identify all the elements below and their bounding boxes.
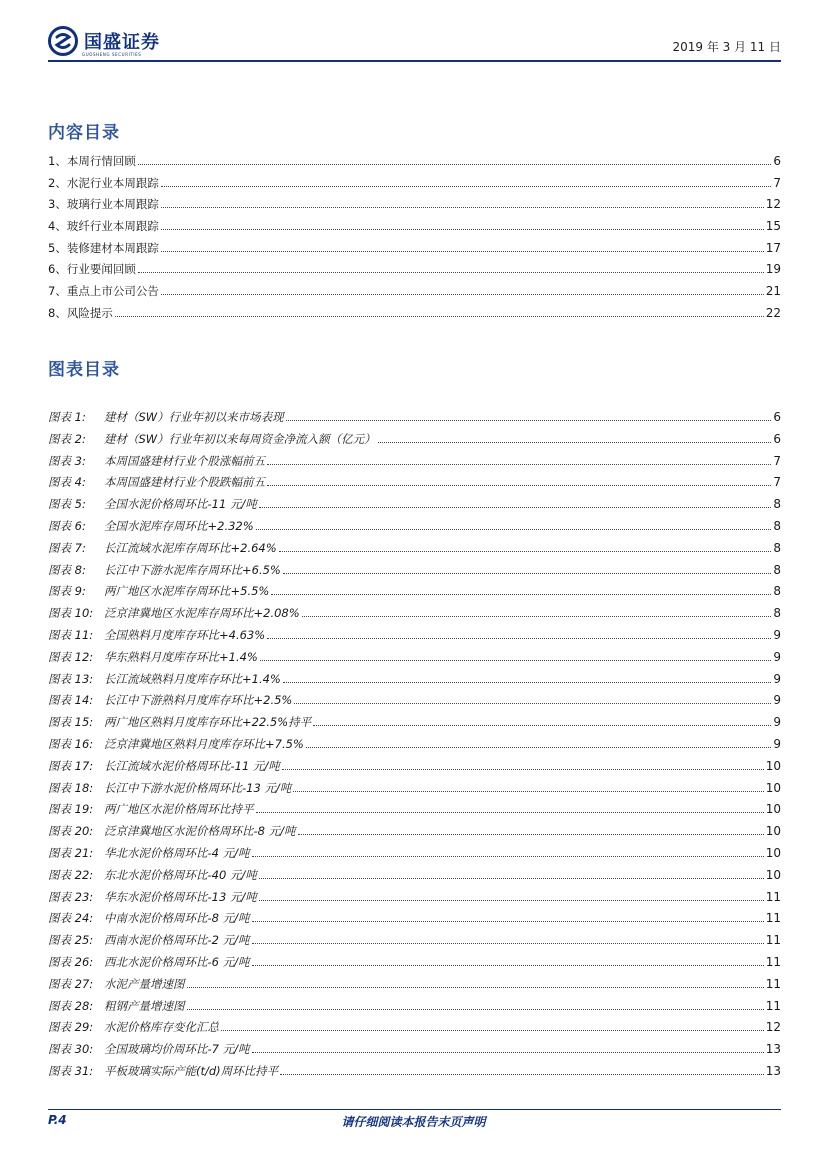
figure-entry-page: 11 (765, 911, 781, 926)
figure-entry[interactable] (48, 910, 781, 932)
figure-entry-page: 10 (765, 780, 781, 795)
figure-entry[interactable] (48, 431, 781, 453)
figure-entry-label: 本周国盛建材行业个股跌幅前五 (104, 475, 265, 490)
figure-entry-number: 图表 18: (48, 780, 94, 795)
dot-leader (259, 877, 764, 879)
figure-entry-number: 图表 29: (48, 1020, 94, 1035)
logo-text: 国盛证券 (84, 32, 160, 53)
figure-entry[interactable] (48, 562, 781, 584)
figures-list (48, 409, 781, 1085)
figure-entry[interactable] (48, 889, 781, 911)
figure-entry-label: 中南水泥价格周环比-8 元/吨 (104, 911, 250, 926)
dot-leader (187, 986, 764, 988)
figure-entry-page: 9 (773, 715, 781, 730)
figure-entry-label: 泛京津冀地区水泥库存周环比+2.08% (104, 606, 300, 621)
dot-leader (256, 811, 764, 813)
figure-entry-label: 长江中下游熟料月度库存环比+2.5% (104, 693, 293, 708)
dot-leader (161, 228, 764, 230)
toc-entry-page: 22 (765, 305, 781, 320)
toc-entry[interactable] (48, 305, 781, 327)
figure-entry-page: 13 (765, 1042, 781, 1057)
dot-leader (161, 250, 764, 252)
figure-entry-page: 9 (773, 693, 781, 708)
figure-entry-page: 7 (773, 453, 781, 468)
figure-entry-number: 图表 16: (48, 736, 94, 751)
figure-entry[interactable] (48, 605, 781, 627)
figure-entry-page: 11 (765, 954, 781, 969)
dot-leader (252, 920, 764, 922)
page-header (48, 24, 781, 64)
figure-entry-number: 图表 25: (48, 933, 94, 948)
dot-leader (115, 315, 764, 317)
dot-leader (252, 942, 764, 944)
dot-leader (286, 419, 772, 421)
toc-entry-label: 8、风险提示 (48, 305, 113, 320)
figure-entry-number: 图表 17: (48, 758, 94, 773)
figure-entry-label: 建材（SW）行业年初以来每周资金净流入额（亿元） (104, 431, 376, 446)
dot-leader (252, 1051, 764, 1053)
figure-entry-page: 11 (765, 998, 781, 1013)
figure-entry-page: 8 (773, 540, 781, 555)
figure-entry-label: 华北水泥价格周环比-4 元/吨 (104, 845, 250, 860)
figure-entry-page: 9 (773, 649, 781, 664)
figure-entry-page: 10 (765, 802, 781, 817)
dot-leader (313, 724, 771, 726)
dot-leader (298, 833, 764, 835)
dot-leader (282, 768, 764, 770)
toc-entry-label: 4、玻纤行业本周跟踪 (48, 219, 159, 234)
figure-entry-label: 西南水泥价格周环比-2 元/吨 (104, 933, 250, 948)
figure-entry-number: 图表 14: (48, 693, 94, 708)
figure-entry[interactable] (48, 954, 781, 976)
figure-entry-number: 图表 12: (48, 649, 94, 664)
figure-entry-page: 10 (765, 824, 781, 839)
dot-leader (260, 659, 772, 661)
figure-entry-label: 两广地区水泥库存周环比+5.5% (104, 584, 270, 599)
figure-entry-number: 图表 9: (48, 584, 86, 599)
dot-leader (138, 271, 764, 273)
figure-entry-page: 9 (773, 671, 781, 686)
figure-entry[interactable] (48, 583, 781, 605)
dot-leader (259, 899, 764, 901)
figure-entry-label: 两广地区熟料月度库存环比+22.5%持平 (104, 715, 312, 730)
figure-entry-number: 图表 2: (48, 431, 86, 446)
dot-leader (161, 293, 764, 295)
figure-entry-label: 平板玻璃实际产能(t/d)周环比持平 (104, 1063, 279, 1078)
figure-entry-number: 图表 27: (48, 976, 94, 991)
figure-entry-number: 图表 6: (48, 518, 86, 533)
dot-leader (187, 1008, 764, 1010)
figure-entry-page: 8 (773, 518, 781, 533)
figure-entry-page: 9 (773, 627, 781, 642)
page-number: P.4 (48, 1113, 67, 1127)
figure-entry[interactable] (48, 867, 781, 889)
figure-entry-label: 长江流域水泥库存周环比+2.64% (104, 540, 277, 555)
footer-divider (48, 1109, 781, 1110)
figure-entry-label: 华东熟料月度库存环比+1.4% (104, 649, 258, 664)
toc-entry[interactable] (48, 153, 781, 175)
figure-entry[interactable] (48, 1019, 781, 1041)
dot-leader (161, 206, 764, 208)
figure-entry-page: 8 (773, 497, 781, 512)
figure-entry-page: 13 (765, 1063, 781, 1078)
figure-entry-number: 图表 4: (48, 475, 86, 490)
figure-entry-label: 全国玻璃均价周环比-7 元/吨 (104, 1042, 250, 1057)
figure-entry-page: 8 (773, 584, 781, 599)
dot-leader (283, 572, 772, 574)
dot-leader (138, 163, 772, 165)
figure-entry-number: 图表 5: (48, 497, 86, 512)
dot-leader (271, 593, 771, 595)
figure-entry-number: 图表 8: (48, 562, 86, 577)
dot-leader (259, 506, 772, 508)
figure-entry-label: 泛京津冀地区熟料月度库存环比+7.5% (104, 736, 304, 751)
figure-entry-label: 泛京津冀地区水泥价格周环比-8 元/吨 (104, 824, 296, 839)
logo-icon (48, 26, 78, 56)
figure-entry-number: 图表 26: (48, 954, 94, 969)
toc-entry-label: 7、重点上市公司公告 (48, 284, 159, 299)
figure-entry[interactable] (48, 1041, 781, 1063)
toc-entry-page: 15 (765, 219, 781, 234)
figure-entry-page: 8 (773, 606, 781, 621)
toc-entry-page: 7 (773, 175, 781, 190)
figure-entry[interactable] (48, 780, 781, 802)
dot-leader (378, 441, 772, 443)
figure-entry[interactable] (48, 649, 781, 671)
figure-entry[interactable] (48, 932, 781, 954)
figure-entry-number: 图表 1: (48, 410, 86, 424)
toc-entry-label: 3、玻璃行业本周跟踪 (48, 197, 159, 212)
figure-entry-label: 长江中下游水泥价格周环比-13 元/吨 (104, 780, 292, 795)
figure-entry[interactable] (48, 671, 781, 693)
figure-entry-number: 图表 23: (48, 889, 94, 904)
figure-entry-label: 水泥产量增速图 (104, 976, 185, 991)
toc-entry[interactable] (48, 283, 781, 305)
toc-entry-page: 19 (765, 262, 781, 277)
figure-entry-number: 图表 24: (48, 911, 94, 926)
figure-entry[interactable] (48, 409, 781, 431)
toc-entry-page: 12 (765, 197, 781, 212)
figure-entry-page: 11 (765, 933, 781, 948)
figure-entry-label: 长江流域熟料月度库存环比+1.4% (104, 671, 281, 686)
figure-entry-page: 11 (765, 976, 781, 991)
figure-entry-page: 8 (773, 562, 781, 577)
report-date: 2019 年 3 月 11 日 (672, 40, 781, 54)
figure-entry-label: 建材（SW）行业年初以来市场表现 (104, 410, 284, 424)
dot-leader (279, 550, 772, 552)
dot-leader (283, 681, 772, 683)
dot-leader (252, 964, 764, 966)
toc-entry[interactable] (48, 196, 781, 218)
figure-entry[interactable] (48, 758, 781, 780)
toc-entry-label: 1、本周行情回顾 (48, 154, 136, 168)
figure-entry-page: 6 (773, 431, 781, 446)
dot-leader (294, 702, 771, 704)
figure-entry-page: 10 (765, 845, 781, 860)
figure-entry[interactable] (48, 627, 781, 649)
dot-leader (221, 1029, 764, 1031)
dot-leader (252, 855, 764, 857)
figure-entry[interactable] (48, 540, 781, 562)
toc-entry-label: 6、行业要闻回顾 (48, 262, 136, 277)
figure-entry-page: 12 (765, 1020, 781, 1035)
dot-leader (267, 463, 771, 465)
dot-leader (267, 484, 771, 486)
disclaimer-note: 请仔细阅读本报告末页声明 (341, 1115, 486, 1129)
figure-entry-page: 7 (773, 475, 781, 490)
figure-entry-label: 两广地区水泥价格周环比持平 (104, 802, 254, 817)
figure-entry-page: 9 (773, 736, 781, 751)
figure-entry-label: 全国熟料月度库存环比+4.63% (104, 627, 266, 642)
figure-entry-number: 图表 22: (48, 867, 94, 882)
figure-entry[interactable] (48, 736, 781, 758)
toc-entry[interactable] (48, 218, 781, 240)
figure-entry-number: 图表 21: (48, 845, 94, 860)
figure-entry[interactable] (48, 823, 781, 845)
figure-entry-label: 华东水泥价格周环比-13 元/吨 (104, 889, 257, 904)
figure-entry[interactable] (48, 801, 781, 823)
dot-leader (161, 185, 772, 187)
figure-entry-label: 本周国盛建材行业个股涨幅前五 (104, 453, 265, 468)
figure-entry-label: 东北水泥价格周环比-40 元/吨 (104, 867, 257, 882)
figure-entry[interactable] (48, 692, 781, 714)
figure-entry-label: 全国水泥库存周环比+2.32% (104, 518, 254, 533)
dot-leader (302, 615, 772, 617)
figure-entry[interactable] (48, 714, 781, 736)
figure-entry[interactable] (48, 474, 781, 496)
dot-leader (267, 637, 771, 639)
contents-title: 内容目录 (48, 123, 120, 143)
figure-entry-number: 图表 28: (48, 998, 94, 1013)
toc-entry[interactable] (48, 175, 781, 197)
figure-entry-number: 图表 3: (48, 453, 86, 468)
figures-title: 图表目录 (48, 360, 120, 380)
dot-leader (293, 790, 763, 792)
figure-entry-number: 图表 10: (48, 606, 94, 621)
dot-leader (280, 1073, 764, 1075)
toc-entry-label: 2、水泥行业本周跟踪 (48, 175, 159, 190)
figure-entry[interactable] (48, 496, 781, 518)
figure-entry-label: 长江中下游水泥库存周环比+6.5% (104, 562, 281, 577)
figure-entry[interactable] (48, 453, 781, 475)
logo-subtitle: GUOSHENG SECURITIES (82, 52, 142, 57)
figure-entry[interactable] (48, 998, 781, 1020)
dot-leader (256, 528, 772, 530)
figure-entry[interactable] (48, 518, 781, 540)
toc-entry[interactable] (48, 240, 781, 262)
figure-entry-number: 图表 30: (48, 1042, 94, 1057)
figure-entry-page: 6 (773, 410, 781, 424)
figure-entry-number: 图表 7: (48, 540, 86, 555)
figure-entry-label: 水泥价格库存变化汇总 (104, 1020, 219, 1035)
toc-entry-page: 6 (773, 154, 781, 168)
figure-entry-label: 长江流域水泥价格周环比-11 元/吨 (104, 758, 280, 773)
figure-entry[interactable] (48, 1063, 781, 1085)
figure-entry[interactable] (48, 845, 781, 867)
figure-entry-number: 图表 31: (48, 1063, 94, 1078)
figure-entry-number: 图表 20: (48, 824, 94, 839)
toc-entry-page: 21 (765, 284, 781, 299)
dot-leader (306, 746, 772, 748)
figure-entry-label: 西北水泥价格周环比-6 元/吨 (104, 954, 250, 969)
toc-entry-label: 5、装修建材本周跟踪 (48, 240, 159, 255)
contents-list (48, 153, 781, 327)
figure-entry-number: 图表 15: (48, 715, 94, 730)
figure-entry-page: 11 (765, 889, 781, 904)
figure-entry-page: 10 (765, 758, 781, 773)
figure-entry-label: 全国水泥价格周环比-11 元/吨 (104, 497, 257, 512)
figure-entry-page: 10 (765, 867, 781, 882)
toc-entry-page: 17 (765, 240, 781, 255)
figure-entry-number: 图表 19: (48, 802, 94, 817)
figure-entry[interactable] (48, 976, 781, 998)
figure-entry-label: 粗钢产量增速图 (104, 998, 185, 1013)
toc-entry[interactable] (48, 261, 781, 283)
header-divider (48, 60, 781, 62)
figure-entry-number: 图表 11: (48, 627, 94, 642)
figure-entry-number: 图表 13: (48, 671, 94, 686)
